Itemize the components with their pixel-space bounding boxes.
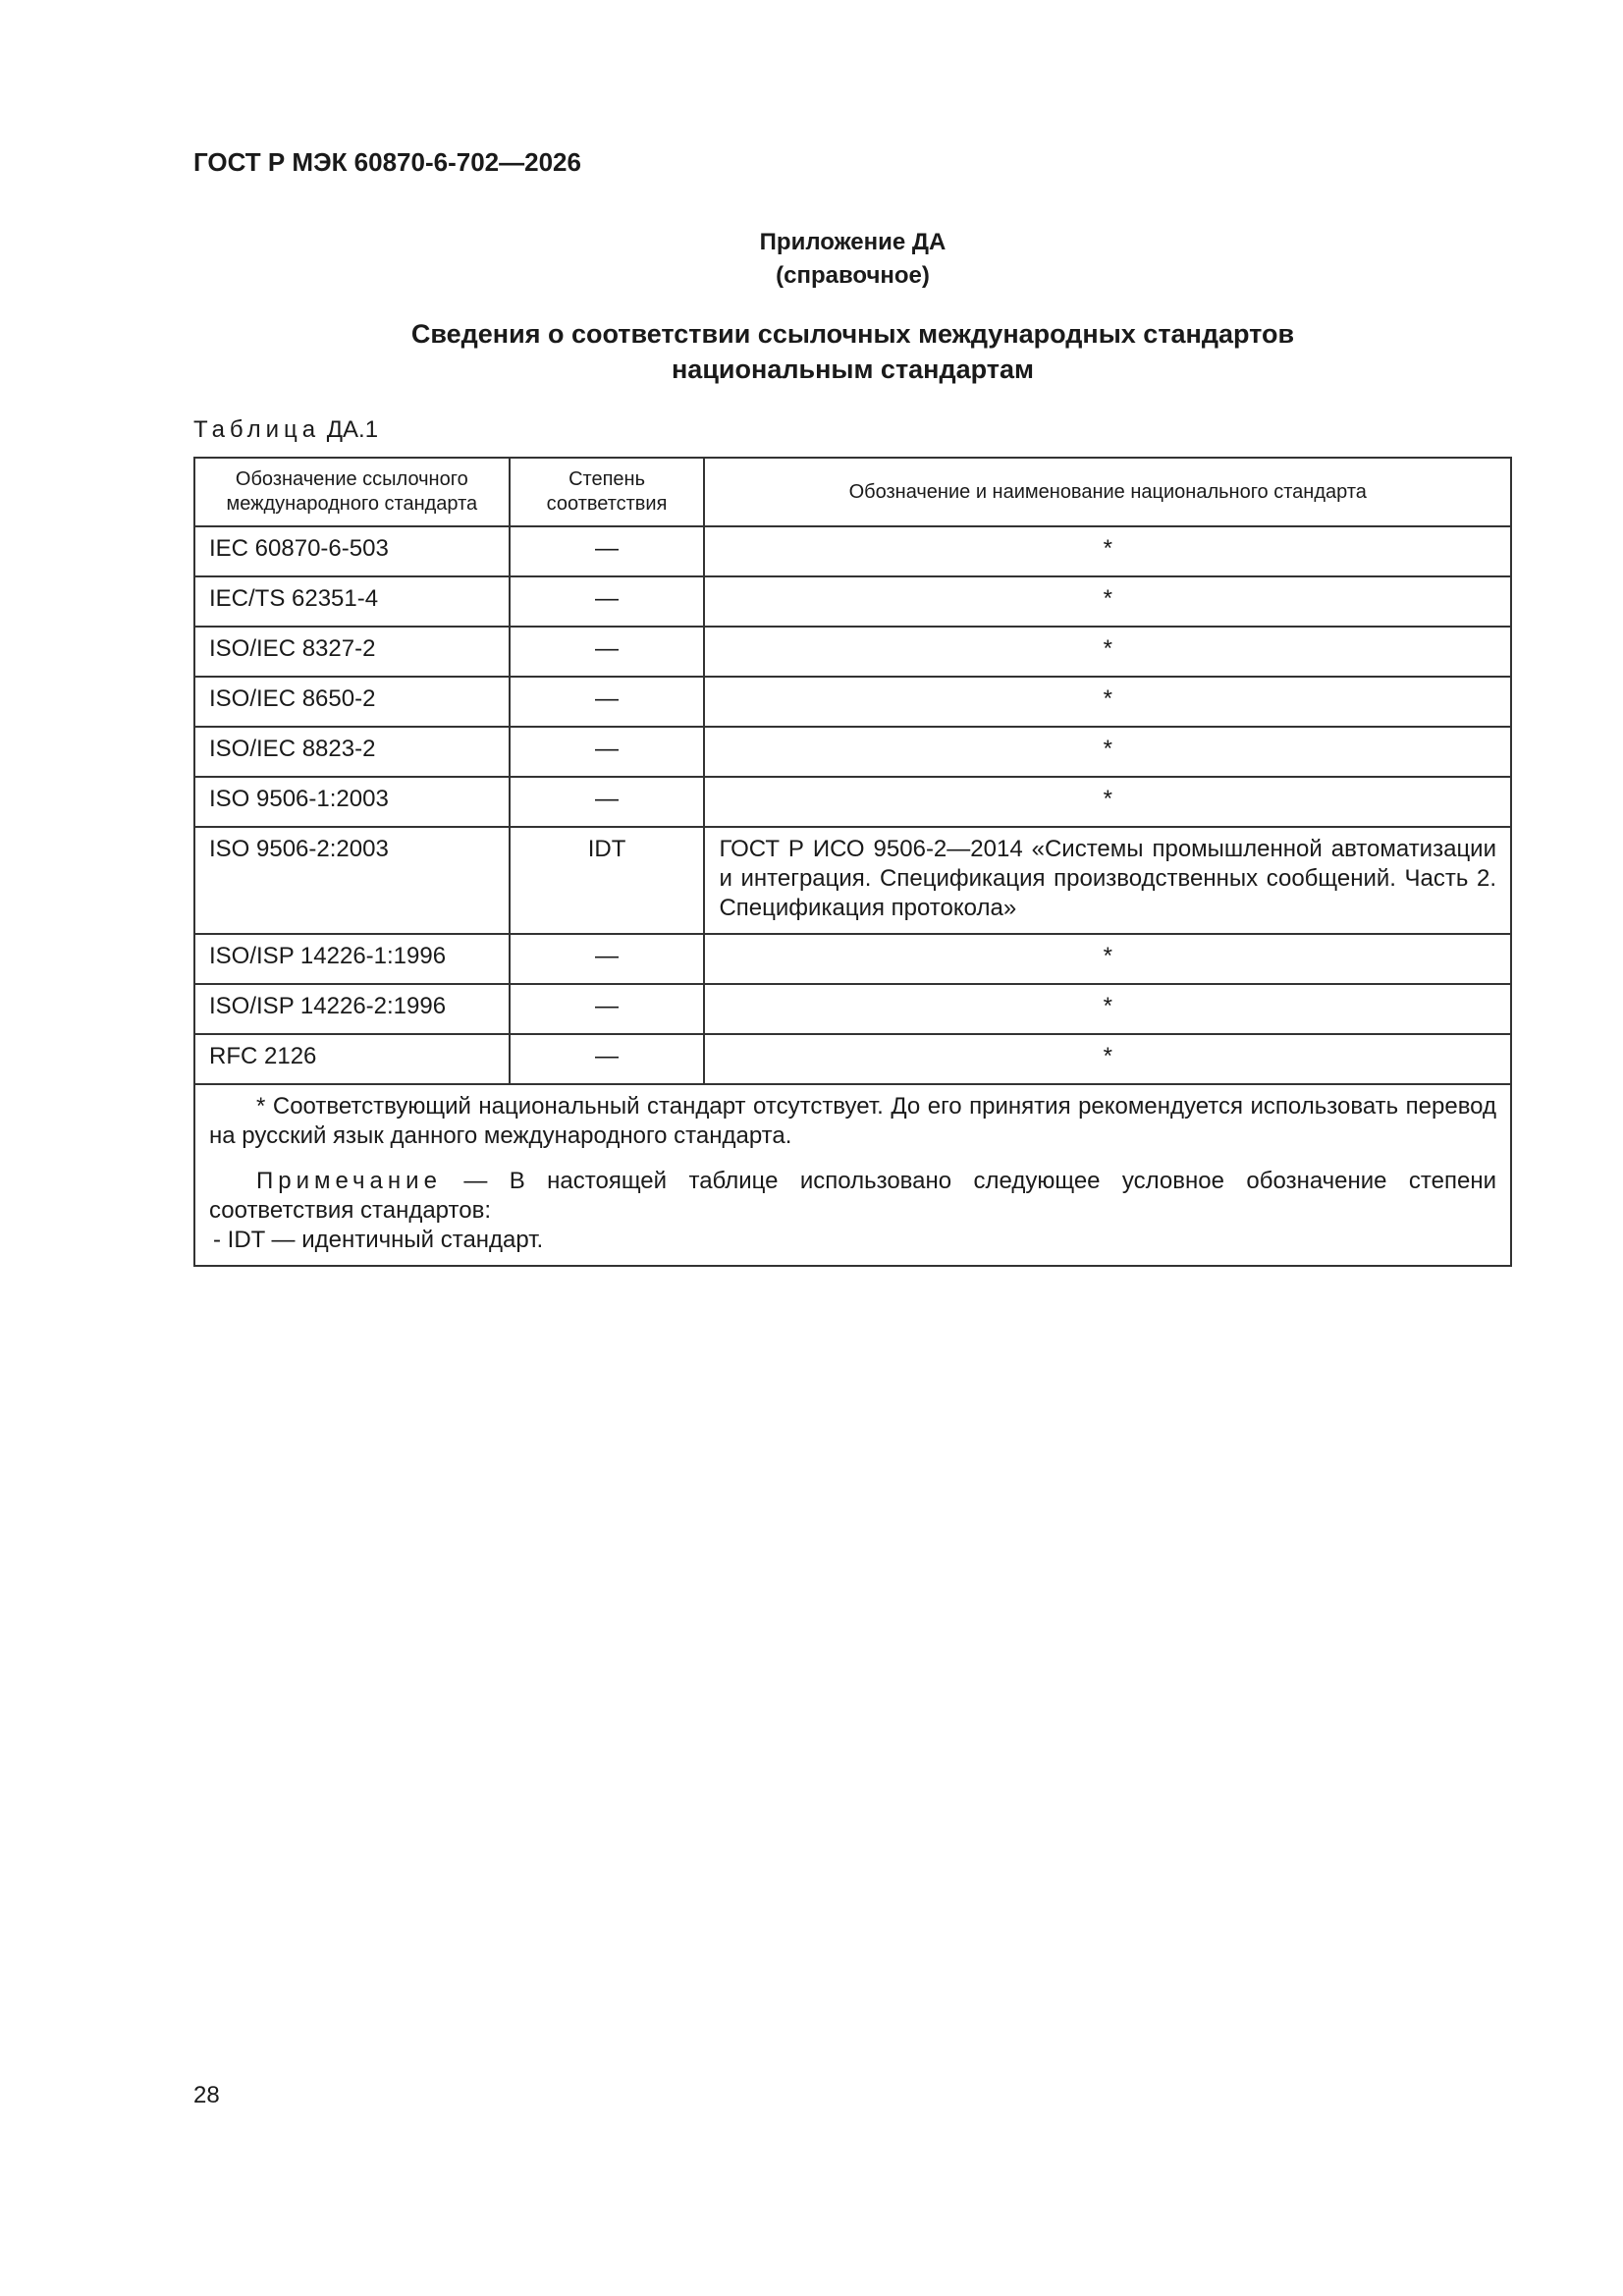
header-reference — [194, 458, 510, 526]
table-row — [194, 627, 1511, 677]
cell-national: * — [704, 677, 1511, 727]
cell-reference: ISO 9506-2:2003 — [194, 827, 510, 934]
table-notes-row — [194, 1084, 1511, 1266]
cell-national: * — [704, 777, 1511, 827]
cell-reference: ISO 9506-1:2003 — [194, 777, 510, 827]
cell-national: * — [704, 627, 1511, 677]
cell-reference: ISO/ISP 14226-1:1996 — [194, 934, 510, 984]
table-row — [194, 677, 1511, 727]
table-row — [194, 727, 1511, 777]
note-text: — В настоящей таблице использовано следующее условное обозначение степени соответствия стандартов: — [209, 1168, 1496, 1224]
cell-degree: — — [510, 526, 705, 576]
header-degree-line2: соответствия — [546, 493, 668, 515]
annex-status: (справочное) — [776, 262, 930, 289]
cell-reference: IEC/TS 62351-4 — [194, 576, 510, 627]
cell-degree: — — [510, 727, 705, 777]
header-degree-line1: Степень — [568, 468, 645, 490]
annex-heading-line1: Сведения о соответствии ссылочных международных стандартов — [410, 319, 1295, 349]
cell-degree: — — [510, 627, 705, 677]
cell-degree: — — [510, 677, 705, 727]
page-number: 28 — [193, 2082, 220, 2108]
cell-degree: — — [510, 934, 705, 984]
table-note — [209, 1167, 1496, 1226]
cell-national: * — [704, 526, 1511, 576]
cell-reference: RFC 2126 — [194, 1034, 510, 1084]
table-footnote: * Соответствующий национальный стандарт отсутствует. До его принятия рекомендуется использовать перевод на русский язык данного международного стандарта. — [209, 1093, 1496, 1149]
standards-table — [193, 457, 1512, 1267]
cell-degree: — — [510, 777, 705, 827]
annex-title: Приложение ДА — [759, 229, 947, 255]
table-row — [194, 526, 1511, 576]
cell-reference: ISO/IEC 8327-2 — [194, 627, 510, 677]
cell-national: * — [704, 984, 1511, 1034]
annex-title-block — [193, 226, 1512, 293]
table-row — [194, 934, 1511, 984]
header-degree — [510, 458, 705, 526]
cell-reference: ISO/IEC 8650-2 — [194, 677, 510, 727]
table-caption-number: ДА.1 — [326, 416, 379, 443]
cell-national: * — [704, 727, 1511, 777]
table-row — [194, 777, 1511, 827]
annex-heading-line2: национальным стандартам — [672, 355, 1034, 384]
cell-reference: ISO/IEC 8823-2 — [194, 727, 510, 777]
cell-reference: ISO/ISP 14226-2:1996 — [194, 984, 510, 1034]
cell-reference: IEC 60870-6-503 — [194, 526, 510, 576]
header-reference-line1: Обозначение ссылочного — [235, 468, 468, 490]
cell-degree: IDT — [510, 827, 705, 934]
table-row — [194, 576, 1511, 627]
table-row — [194, 1034, 1511, 1084]
cell-national: * — [704, 576, 1511, 627]
table-row — [194, 984, 1511, 1034]
header-reference-line2: международного стандарта — [226, 493, 478, 515]
cell-national: * — [704, 934, 1511, 984]
document-code: ГОСТ Р МЭК 60870-6-702—2026 — [193, 147, 581, 177]
header-national: Обозначение и наименование национального стандарта — [704, 458, 1511, 526]
cell-degree: — — [510, 984, 705, 1034]
cell-national: ГОСТ Р ИСО 9506-2—2014 «Системы промышленной автоматизации и интеграция. Спецификация производственных сообщений. Часть 2. Спецификация протокола» — [704, 827, 1511, 934]
cell-degree: — — [510, 576, 705, 627]
cell-degree: — — [510, 1034, 705, 1084]
table-caption-word: Таблица — [193, 416, 321, 443]
annex-heading — [193, 316, 1512, 387]
cell-national: * — [704, 1034, 1511, 1084]
note-label: Примечание — [256, 1168, 442, 1194]
table-header-row — [194, 458, 1511, 526]
table-row — [194, 827, 1511, 934]
table-notes — [194, 1084, 1511, 1266]
note-item: - IDT — идентичный стандарт. — [213, 1227, 544, 1253]
table-caption — [193, 416, 378, 444]
